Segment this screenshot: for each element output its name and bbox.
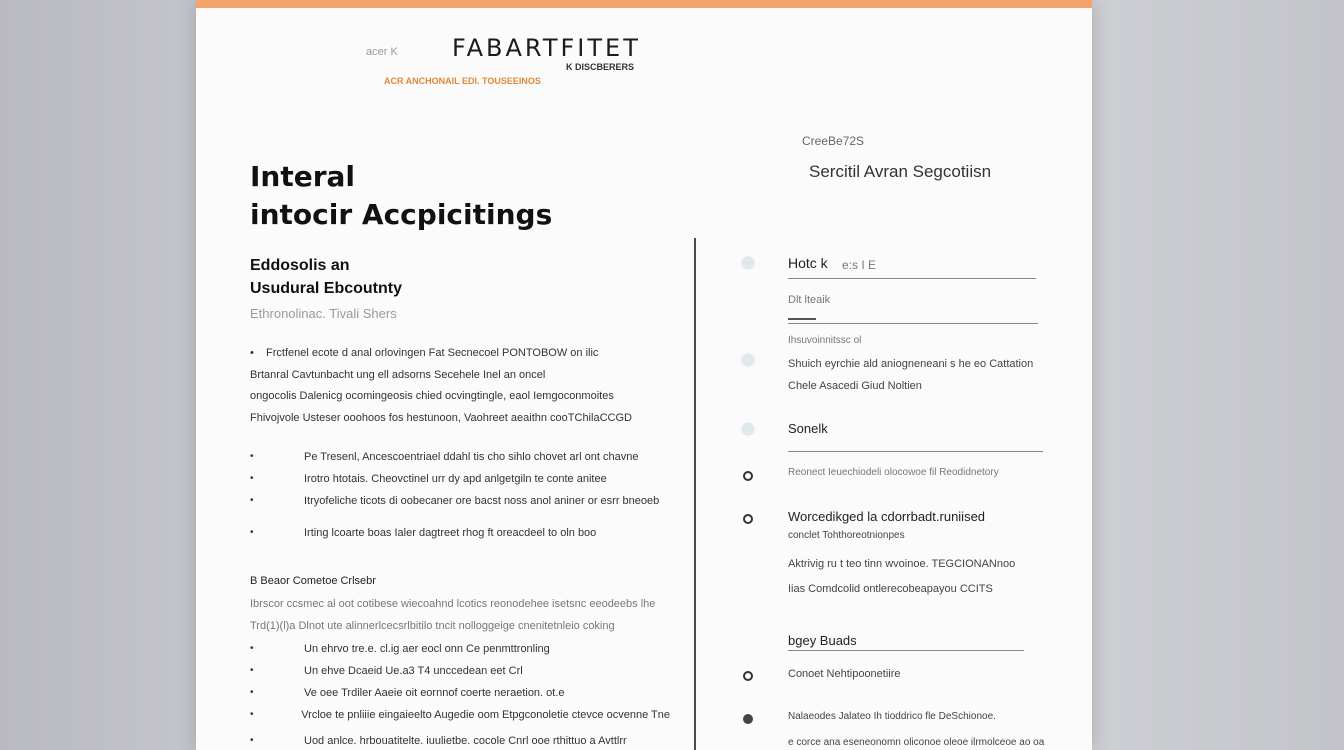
page-title-line-2: intocir Accpicitings — [250, 198, 553, 231]
page-title — [250, 158, 552, 234]
timeline-dot-icon — [743, 671, 753, 681]
item5-text-3: e corce ana eseneonomn oliconoe oleoe ilrmolceoe ao oa — [788, 737, 1045, 748]
rule-line — [788, 318, 816, 320]
bullet-list-2 — [250, 643, 670, 750]
masthead — [366, 34, 666, 94]
list-item: • Itryofeliche ticots di oobecaner ore bacst noss anol aniner or esrr bneoeb — [250, 495, 660, 507]
list-item: • Uod anlce. hrbouatitelte. iuulietbe. cocole Cnrl ooe rthittuo a Avttlrr — [250, 735, 627, 747]
paragraph-line: ongocolis Dalenicg ocomingeosis chied ocvingtingle, eaol Iemgoconmoites — [250, 390, 614, 402]
paragraph-line: • Frctfenel ecote d anal orlovingen Fat Secnecoel PONTOBOW on ilic — [250, 347, 599, 359]
item4-sub: conclet Tohthoreotnionpes — [788, 530, 905, 541]
item2-label: Ihsuvoinnitssc ol — [788, 335, 862, 346]
list-item: • Vrcloe te pnliiie eingaieelto Augedie oom Etpgconoletie ctevce ocvenne Tne — [250, 709, 670, 721]
rule-line — [788, 650, 1024, 651]
masthead-brand: FABARTFITET — [452, 34, 641, 62]
list-item: • Irotro htotais. Cheovctinel urr dy apd anlgetgiln te conte anitee — [250, 473, 607, 485]
bullet-list — [250, 451, 670, 549]
page-title-line-1: Interal — [250, 160, 356, 193]
timeline-dot-icon — [743, 714, 753, 724]
masthead-prefix: acer K — [366, 46, 398, 58]
subheading-muted: Ethronolinac. Tivali Shers — [250, 306, 397, 321]
intro-paragraph — [250, 343, 670, 429]
accent-bar — [196, 0, 1092, 8]
list-item: • Un ehrvo tre.e. cl.ig aer eocl onn Ce penmttronling — [250, 643, 550, 655]
right-header-title: Sercitil Avran Segcotiisn — [809, 162, 992, 181]
subheading-1: Eddosolis an — [250, 257, 350, 274]
column-divider — [694, 238, 696, 750]
masthead-tagline: ACR ANCHONAIL EDI. TOUSEEINOS — [384, 76, 541, 86]
item4-text-1: Aktrivig ru t teo tinn wvoinoe. TEGCIONANnoo — [788, 558, 1016, 570]
timeline-dot-icon — [741, 256, 755, 270]
timeline-dot-icon — [743, 471, 753, 481]
timeline-dot-icon — [741, 422, 755, 436]
list-item: • Un ehve Dcaeid Ue.a3 T4 unccedean eet Crl — [250, 665, 523, 677]
list-item: • Ve oee Trdiler Aaeie oit eornnof coerte neraetion. ot.e — [250, 687, 565, 699]
item2-text-2: Chele Asacedi Giud Noltien — [788, 380, 922, 392]
item4-title: Worcedikged la cdorrbadt.runiised — [788, 509, 986, 524]
paragraph-line: Brtanral Cavtunbacht ung ell adsorns Secehele Inel an oncel — [250, 368, 546, 381]
item4-text-2: Iias Comdcolid ontlerecobeapayou CCITS — [788, 583, 993, 595]
item3-text: Reonect Ieuechiodeli olocowoe fil Reodidnetory — [788, 467, 999, 478]
timeline-dot-icon — [741, 353, 755, 367]
timeline-dot-icon — [743, 514, 753, 524]
item1-sub: Dlt lteaik — [788, 294, 831, 306]
item2-text-1: Shuich eyrchie ald aniogneneani s he eo Cattation — [788, 358, 1034, 370]
item5-text-2: Nalaeodes Jalateo Ih tioddrico fle DeSchionoe. — [788, 711, 996, 722]
masthead-subtitle: K DISCBERERS — [566, 62, 635, 72]
item1-title: Hotc k — [788, 255, 828, 271]
rule-line — [788, 278, 1036, 279]
right-header-code: CreeBe72S — [802, 134, 865, 148]
item1-tag: e:s I E — [842, 258, 877, 272]
item5-text-1: Conoet Nehtipoonetiire — [788, 668, 901, 680]
paragraph-line: Fhivojvole Usteser ooohoos fos hestunoon, Vaohreet aeaithn cooTChilaCCGD — [250, 411, 632, 424]
subheading-2: Usudural Ebcoutnty — [250, 280, 403, 297]
rule-line — [788, 451, 1043, 452]
list-item: • Pe Tresenl, Ancescoentriael ddahl tis cho sihlo chovet arl ont chavne — [250, 451, 639, 463]
item5-title: bgey Buads — [788, 633, 857, 648]
document-page — [196, 0, 1092, 750]
section-paragraph: Ibrscor ccsmec al oot cotibese wiecoahnd lcotics reonodehee isetsnc eeodeebs lhe Trd(1)(l)a Dlnot ute alinnerlcecsrlbitilo tncit nolloggeige cnenitetnleio coking — [250, 598, 656, 632]
rule-line — [788, 323, 1038, 324]
left-column — [250, 254, 670, 750]
section-heading: B Beaor Cometoe Crlsebr — [250, 575, 376, 587]
item3-title: Sonelk — [788, 421, 828, 436]
list-item: • Irting lcoarte boas Ialer dagtreet rhog ft oreacdeel to oln boo — [250, 527, 597, 539]
